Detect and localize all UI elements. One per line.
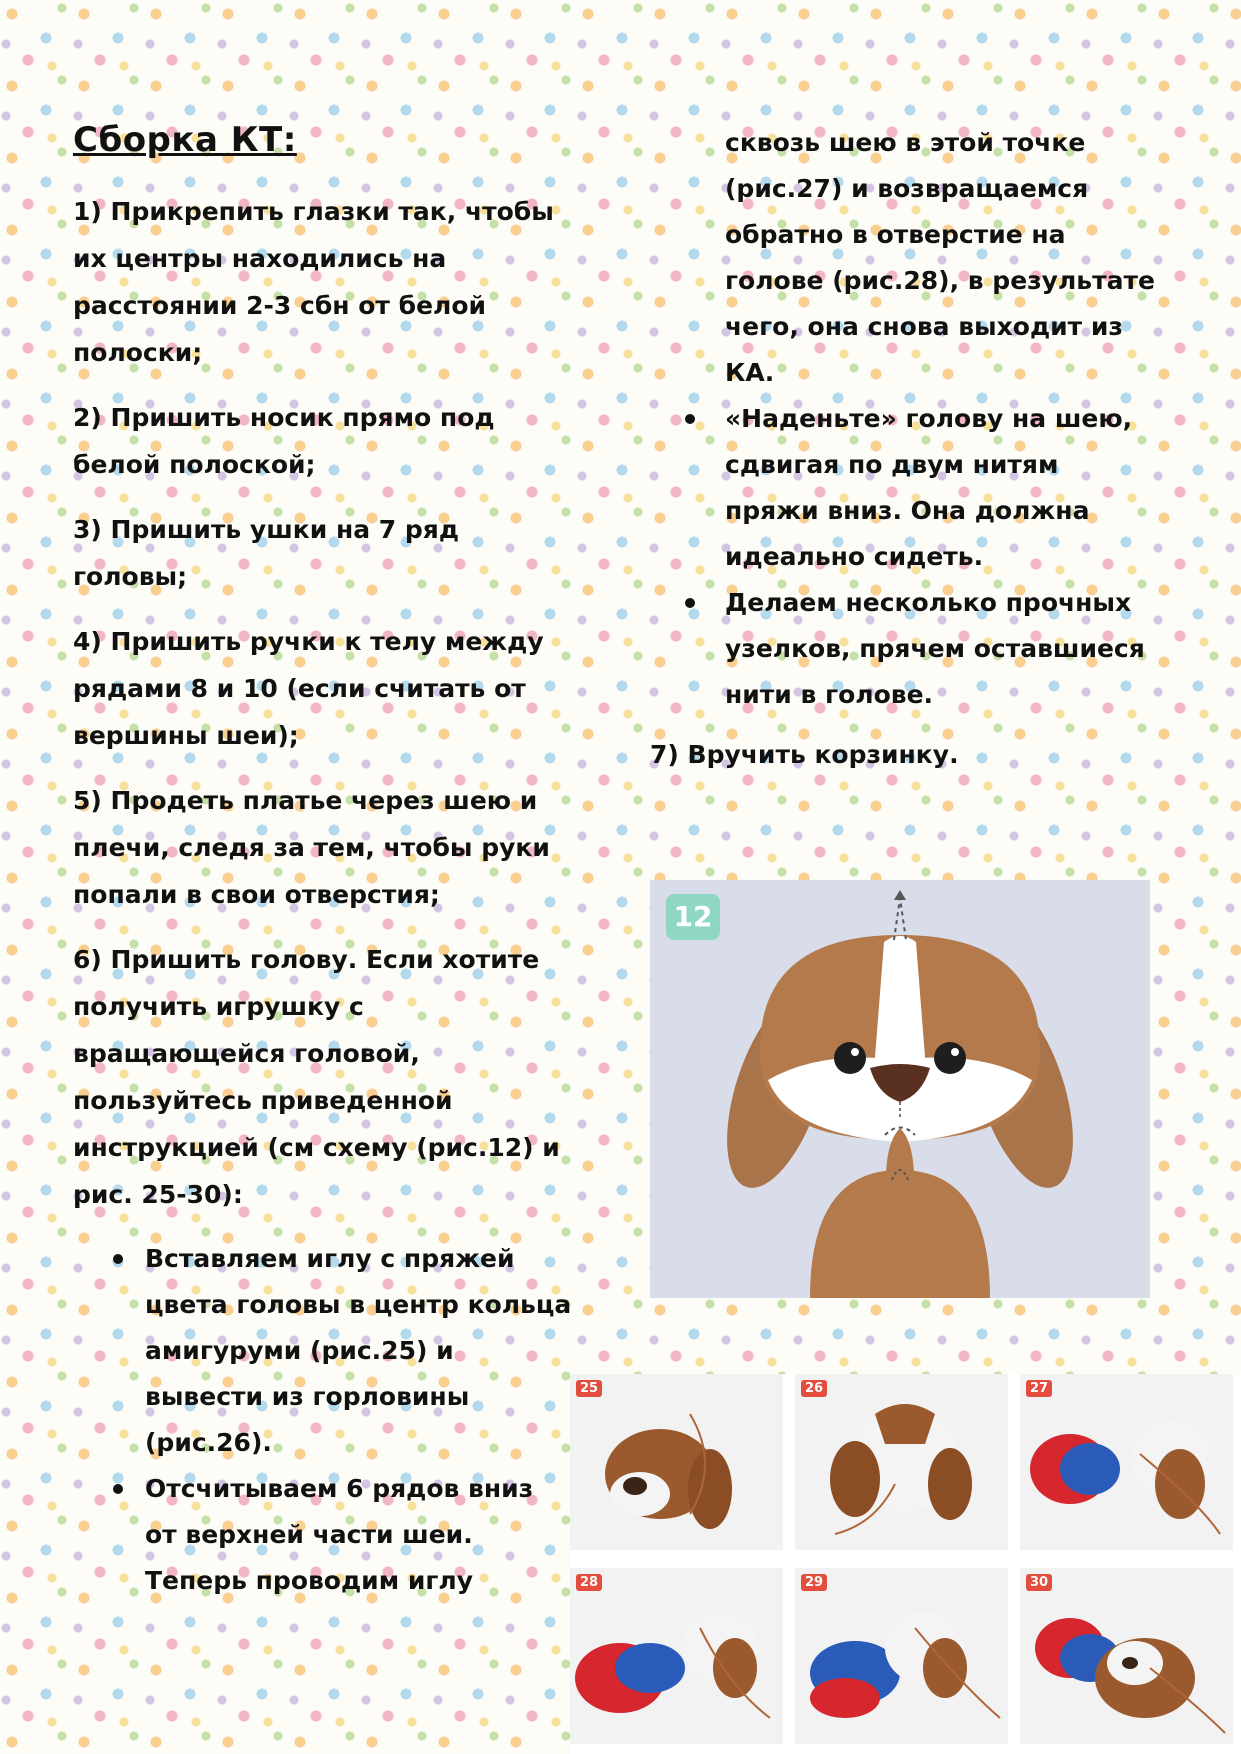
step-4: 4) Пришить ручки к телу между рядами 8 и 10 (если считать от вершины шеи); [73, 627, 544, 750]
photo-25 [570, 1374, 783, 1550]
photo-number-badge: 30 [1026, 1574, 1052, 1591]
right-column [640, 120, 1160, 778]
right-eye-shape [934, 1042, 966, 1074]
assembly-bullets-right [640, 396, 1160, 718]
left-eye-shine [851, 1048, 859, 1056]
bullet-item [685, 396, 1160, 580]
bullet-item [113, 1236, 573, 1466]
step-1: 1) Прикрепить глазки так, чтобы их центры находились на расстоянии 2-3 сбн от белой полоски; [73, 197, 554, 367]
step-5: 5) Продеть платье через шею и плечи, следя за тем, чтобы руки попали в свои отверстия; [73, 786, 550, 909]
photo-number-badge: 27 [1026, 1380, 1052, 1397]
photo-number-badge: 29 [801, 1574, 827, 1591]
step-7: 7) Вручить корзинку. [650, 740, 959, 769]
page-title: Сборка КТ: [73, 120, 297, 160]
photo-29 [795, 1568, 1008, 1744]
step-2: 2) Пришить носик прямо под белой полоской; [73, 403, 495, 479]
bullet-dot-icon [113, 1484, 123, 1494]
bullet-item [113, 1466, 573, 1604]
step-3: 3) Пришить ушки на 7 ряд головы; [73, 515, 460, 591]
bullet-text: Отсчитываем 6 рядов вниз от верхней части шеи. Теперь проводим иглу [145, 1474, 534, 1595]
arrow-up-icon [894, 890, 906, 900]
photo-number-badge: 26 [801, 1380, 827, 1397]
photo-number-badge: 28 [576, 1574, 602, 1591]
bullet-continuation: сквозь шею в этой точке (рис.27) и возвращаемся обратно в отверстие на голове (рис.28), в результате чего, она снова выходит из КА. [725, 128, 1155, 387]
bullet-dot-icon [113, 1254, 123, 1264]
amigurumi-toy-photo-icon [1020, 1568, 1233, 1744]
bullet-text: «Наденьте» голову на шею, сдвигая по двум нитям пряжи вниз. Она должна идеально сидеть. [725, 404, 1133, 571]
photo-27 [1020, 1374, 1233, 1550]
assembly-bullets [73, 1236, 573, 1604]
photo-number-badge: 25 [576, 1380, 602, 1397]
scheme-figure [650, 880, 1150, 1298]
amigurumi-body-photo-icon [795, 1568, 1008, 1744]
left-column [73, 120, 573, 1604]
photo-grid [570, 1374, 1241, 1754]
left-eye-shape [834, 1042, 866, 1074]
bullet-text: Вставляем иглу с пряжей цвета головы в центр кольца амигуруми (рис.25) и вывести из горловины (рис.26). [145, 1244, 572, 1457]
puppy-scheme-illustration [650, 880, 1150, 1298]
bullet-dot-icon [685, 414, 695, 424]
bullet-text: Делаем несколько прочных узелков, прячем оставшиеся нити в голове. [725, 588, 1145, 709]
right-eye-shine [951, 1048, 959, 1056]
photo-28 [570, 1568, 783, 1744]
photo-26 [795, 1374, 1008, 1550]
figure-badge: 12 [666, 894, 720, 940]
bullet-item [685, 580, 1160, 718]
amigurumi-body-photo-icon [570, 1568, 783, 1744]
thread-path-top [894, 898, 906, 940]
photo-30 [1020, 1568, 1233, 1744]
bullet-dot-icon [685, 598, 695, 608]
amigurumi-body-photo-icon [1020, 1374, 1233, 1550]
step-6: 6) Пришить голову. Если хотите получить игрушку с вращающейся головой, пользуйтесь приведенной инструкцией (см схему (рис.12) и рис. 25-30): [73, 945, 560, 1209]
amigurumi-head-photo-icon [570, 1374, 783, 1550]
body-shape [810, 1170, 990, 1298]
amigurumi-head-photo-icon [795, 1374, 1008, 1550]
